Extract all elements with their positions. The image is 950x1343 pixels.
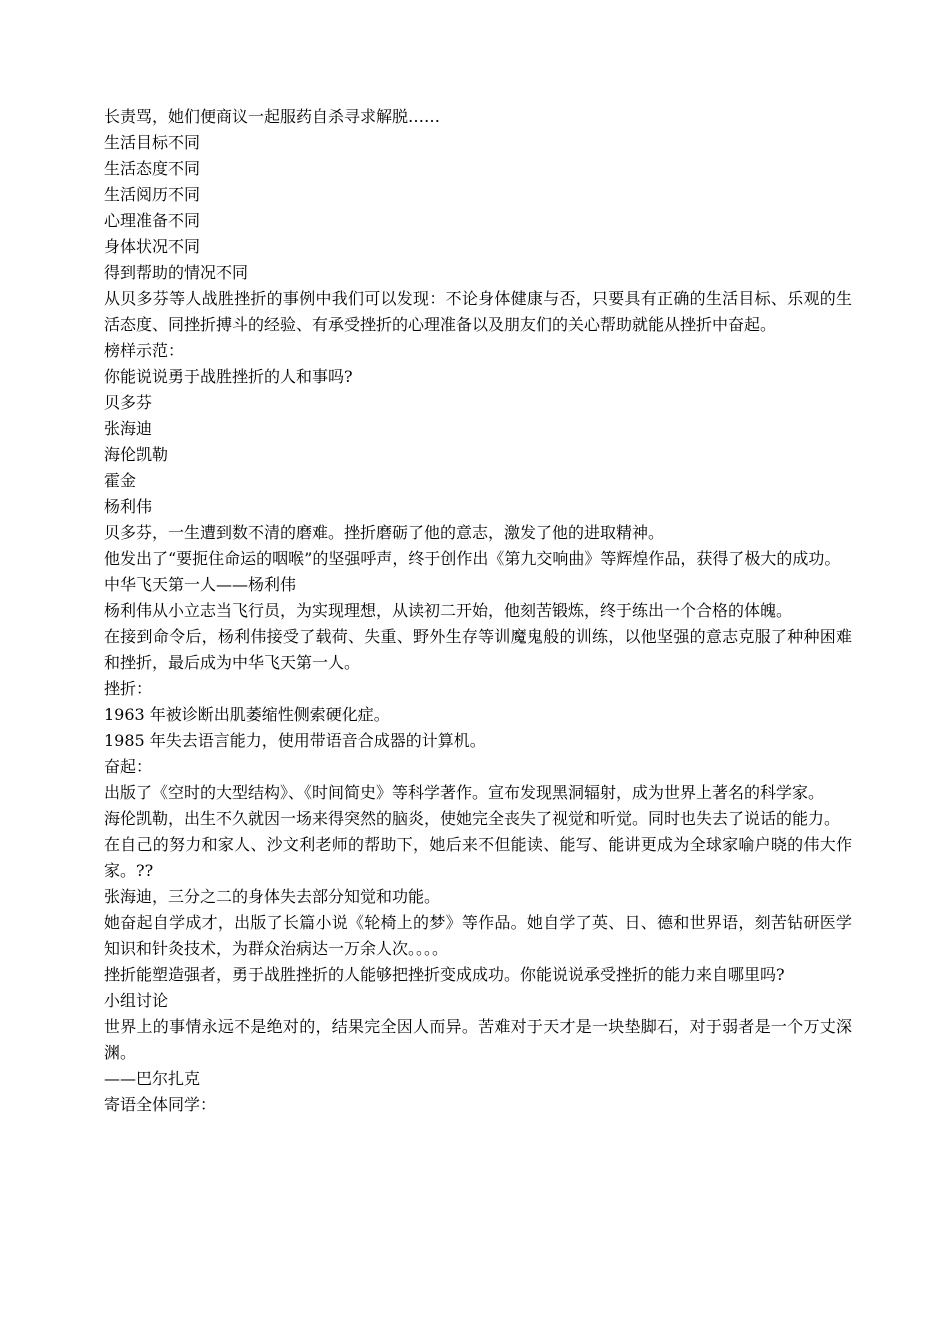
person-name: 海伦凯勒 xyxy=(104,445,169,464)
question-text: 你能说说勇于战胜挫折的人和事吗? xyxy=(104,367,353,386)
quote-author: ——巴尔扎克 xyxy=(104,1069,201,1088)
section-label: 挫折： xyxy=(104,679,153,698)
timeline-item: 1963 年被诊断出肌萎缩性侧索硬化症。 xyxy=(104,705,390,724)
story-paragraph: 贝多芬，一生遭到数不清的磨难。挫折磨砺了他的意志，激发了他的进取精神。 xyxy=(104,523,665,542)
story-heading: 中华飞天第一人——杨利伟 xyxy=(104,575,297,594)
story-paragraph: 在接到命令后，杨利伟接受了载荷、失重、野外生存等训魔鬼般的训练，以他坚强的意志克服了种种困难和挫折，最后成为中华飞天第一人。 xyxy=(104,627,852,672)
story-paragraph: 杨利伟从小立志当飞行员，为实现理想，从读初二开始，他刻苦锻炼，终于练出一个合格的体魄。 xyxy=(104,601,793,620)
story-paragraph: 张海迪，三分之二的身体失去部分知觉和功能。 xyxy=(104,887,441,906)
difference-item: 生活阅历不同 xyxy=(104,185,201,204)
story-paragraph: 在自己的努力和家人、沙文利老师的帮助下，她后来不但能读、能写、能讲更成为全球家喻户晓的伟大作家。?? xyxy=(104,835,852,880)
story-paragraph: 出版了《空时的大型结构》、《时间简史》等科学著作。宣布发现黑洞辐射，成为世界上著名的科学家。 xyxy=(104,783,825,802)
person-name: 霍金 xyxy=(104,471,137,490)
person-name: 杨利伟 xyxy=(104,497,153,516)
person-name: 张海迪 xyxy=(104,419,153,438)
story-paragraph: 她奋起自学成才，出版了长篇小说《轮椅上的梦》等作品。她自学了英、日、德和世界语，刻苦钻研医学知识和针灸技术，为群众治病达一万余人次。。。。 xyxy=(104,913,852,958)
section-label: 奋起： xyxy=(104,757,153,776)
difference-item: 生活态度不同 xyxy=(104,159,201,178)
closing-heading: 寄语全体同学： xyxy=(104,1095,217,1114)
timeline-item: 1985 年失去语言能力，使用带语音合成器的计算机。 xyxy=(104,731,486,750)
story-paragraph: 他发出了“要扼住命运的咽喉”的坚强呼声，终于创作出《第九交响曲》等辉煌作品，获得了极大的成功。 xyxy=(104,549,841,568)
section-heading: 小组讨论 xyxy=(104,991,169,1010)
quote-text: 世界上的事情永远不是绝对的，结果完全因人而异。苦难对于天才是一块垫脚石，对于弱者是一个万丈深渊。 xyxy=(104,1017,852,1062)
question-text: 挫折能塑造强者，勇于战胜挫折的人能够把挫折变成成功。你能说说承受挫折的能力来自哪里吗? xyxy=(104,965,785,984)
paragraph-continuation: 长责骂，她们便商议一起服药自杀寻求解脱…… xyxy=(104,107,441,126)
difference-item: 得到帮助的情况不同 xyxy=(104,263,249,282)
difference-item: 生活目标不同 xyxy=(104,133,201,152)
person-name: 贝多芬 xyxy=(104,393,153,412)
story-paragraph: 海伦凯勒，出生不久就因一场来得突然的脑炎，使她完全丧失了视觉和听觉。同时也失去了说话的能力。 xyxy=(104,809,841,828)
difference-item: 心理准备不同 xyxy=(104,211,201,230)
document-page xyxy=(104,104,852,1118)
difference-item: 身体状况不同 xyxy=(104,237,201,256)
section-heading: 榜样示范： xyxy=(104,341,185,360)
conclusion-paragraph: 从贝多芬等人战胜挫折的事例中我们可以发现：不论身体健康与否，只要具有正确的生活目标、乐观的生活态度、同挫折搏斗的经验、有承受挫折的心理准备以及朋友们的关心帮助就能从挫折中奋起。 xyxy=(104,289,852,334)
